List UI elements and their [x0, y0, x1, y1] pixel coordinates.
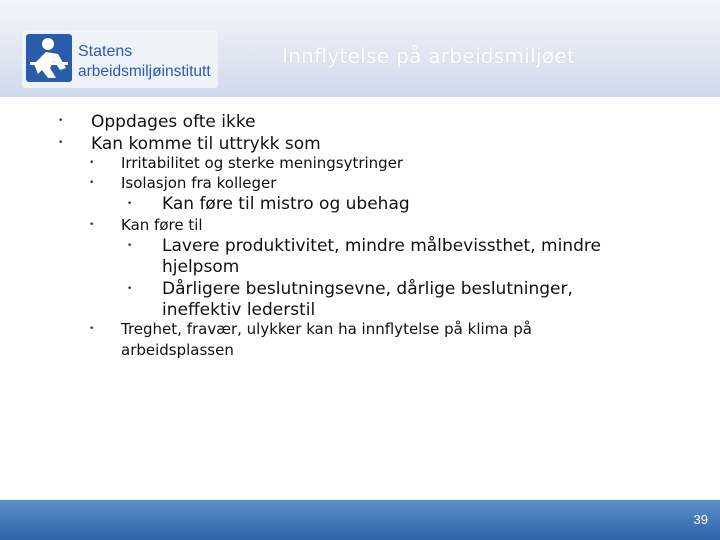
slide-footer — [0, 500, 720, 540]
slide-title: Innflytelse på arbeidsmiljøet — [282, 44, 576, 68]
bullet-darligere-cont: ineffektiv lederstil — [162, 300, 316, 320]
bullet-kan-fore-til: Kan føre til — [121, 216, 203, 234]
bullet-lavere-produktivitet: Lavere produktivitet, mindre målbevissthet, mindre — [162, 236, 601, 256]
page-number: 39 — [693, 512, 708, 527]
bullet-dot: • — [58, 116, 64, 126]
bullet-irritabilitet: Irritabilitet og sterke meningsytringer — [121, 154, 404, 172]
bullet-dot: • — [89, 158, 95, 168]
bullet-dot: • — [127, 199, 133, 209]
bullet-treghet: Treghet, fravær, ulykker kan ha innflytelse på klima på — [121, 320, 532, 338]
bullet-dot: • — [89, 178, 95, 188]
bullet-isolasjon: Isolasjon fra kolleger — [121, 174, 277, 192]
bullet-dot: • — [89, 324, 95, 334]
bullet-darligere: Dårligere beslutningsevne, dårlige beslutninger, — [162, 279, 573, 299]
logo-text-institute: arbeidsmiljøinstitutt — [78, 63, 211, 80]
bullet-lavere-produktivitet-cont: hjelpsom — [162, 257, 240, 277]
bullet-mistro: Kan føre til mistro og ubehag — [162, 194, 410, 214]
bullet-dot: • — [89, 220, 95, 230]
bullet-treghet-cont: arbeidsplassen — [121, 341, 234, 359]
bullet-kan-komme: Kan komme til uttrykk som — [91, 134, 321, 154]
logo-text-statens: Statens — [78, 43, 133, 60]
bullet-dot: • — [127, 284, 133, 294]
bullet-oppdages: Oppdages ofte ikke — [91, 112, 256, 132]
bullet-dot: • — [58, 138, 64, 148]
bullet-dot: • — [127, 241, 133, 251]
